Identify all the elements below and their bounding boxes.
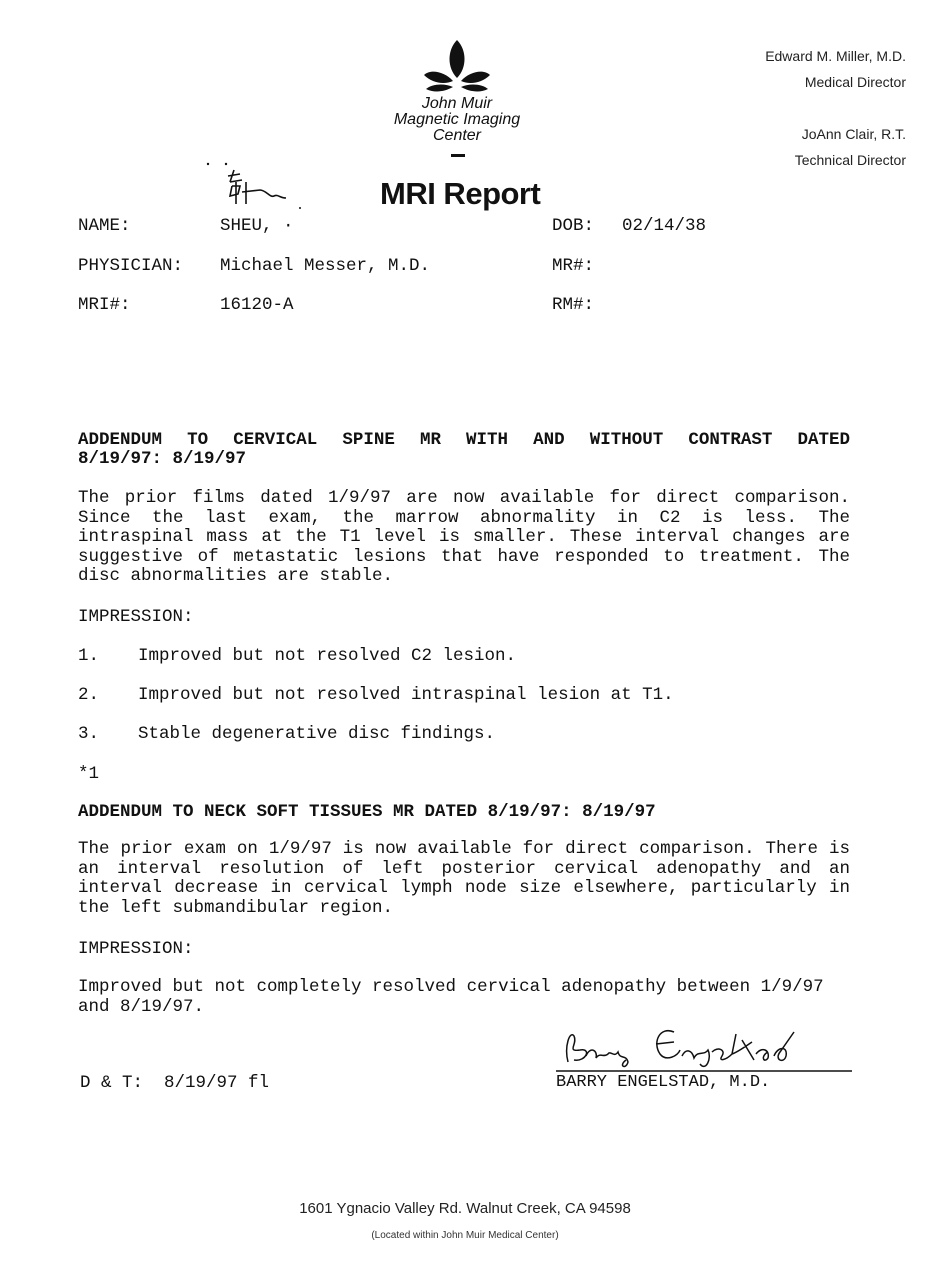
footer-location-note: (Located within John Muir Medical Center)	[371, 1230, 559, 1241]
footnote-marker: *1	[78, 764, 100, 784]
mri-number-value: 16120-A	[220, 295, 294, 315]
center-name	[372, 96, 542, 144]
signature-icon	[556, 1016, 856, 1074]
footer-address: 1601 Ygnacio Valley Rd. Walnut Creek, CA 94598	[299, 1200, 631, 1217]
physician-label: PHYSICIAN:	[78, 256, 184, 276]
addendum1-heading	[78, 431, 850, 469]
technical-director-name: JoAnn Clair, R.T.	[801, 126, 906, 142]
addendum1-heading-line2: 8/19/97: 8/19/97	[78, 449, 247, 469]
handwritten-annotation-icon	[200, 160, 310, 212]
impression-item-number: 1.	[78, 646, 100, 666]
impression-item-number: 3.	[78, 724, 100, 744]
impression-item-text: Improved but not resolved C2 lesion.	[138, 646, 517, 666]
addendum1-impression-label: IMPRESSION:	[78, 607, 194, 627]
addendum1-body: The prior films dated 1/9/97 are now available for direct comparison. Since the last exam, the marrow abnormality in C2 is less. The intraspinal mass at the T1 level is smaller. These interval changes are suggestive of metastatic lesions that have responded to treatment. The disc abnormalities are stable.	[78, 488, 850, 586]
addendum2-impression-text: Improved but not completely resolved cervical adenopathy between 1/9/97 and 8/19/97.	[78, 977, 824, 1017]
addendum2-heading: ADDENDUM TO NECK SOFT TISSUES MR DATED 8/19/97: 8/19/97	[78, 802, 656, 822]
center-name-line2: Magnetic Imaging	[393, 111, 521, 128]
addendum2-impression-label: IMPRESSION:	[78, 939, 194, 959]
medical-director-name: Edward M. Miller, M.D.	[765, 48, 906, 64]
mri-number-label: MRI#:	[78, 295, 131, 315]
impression-item-number: 2.	[78, 685, 100, 705]
addendum1-heading-line1: ADDENDUM TO CERVICAL SPINE MR WITH AND WITHOUT CONTRAST DATED	[78, 430, 850, 450]
impression-item-text: Stable degenerative disc findings.	[138, 724, 496, 744]
name-value: SHEU, ·	[220, 216, 294, 236]
technical-director-title: Technical Director	[794, 152, 906, 168]
addendum2-body: The prior exam on 1/9/97 is now available for direct comparison. There is an interval resolution of left posterior cervical adenopathy and an interval decrease in cervical lymph node size elsewhere, particularly in the left submandibular region.	[78, 839, 850, 918]
center-name-line1: John Muir	[421, 95, 493, 112]
rm-number-label: RM#:	[552, 295, 595, 315]
dob-value: 02/14/38	[622, 216, 707, 236]
report-title: MRI Report	[380, 176, 541, 211]
dob-label: DOB:	[552, 216, 595, 236]
center-name-line3: Center	[432, 127, 482, 144]
signer-name: BARRY ENGELSTAD, M.D.	[556, 1073, 771, 1092]
dictation-line: D & T: 8/19/97 fl	[80, 1073, 270, 1093]
physician-value: Michael Messer, M.D.	[220, 256, 431, 276]
center-logo-icon	[420, 38, 494, 92]
name-label: NAME:	[78, 216, 131, 236]
logo-divider	[451, 154, 465, 157]
impression-item-text: Improved but not resolved intraspinal lesion at T1.	[138, 685, 674, 705]
mr-number-label: MR#:	[552, 256, 595, 276]
medical-director-title: Medical Director	[804, 74, 906, 90]
